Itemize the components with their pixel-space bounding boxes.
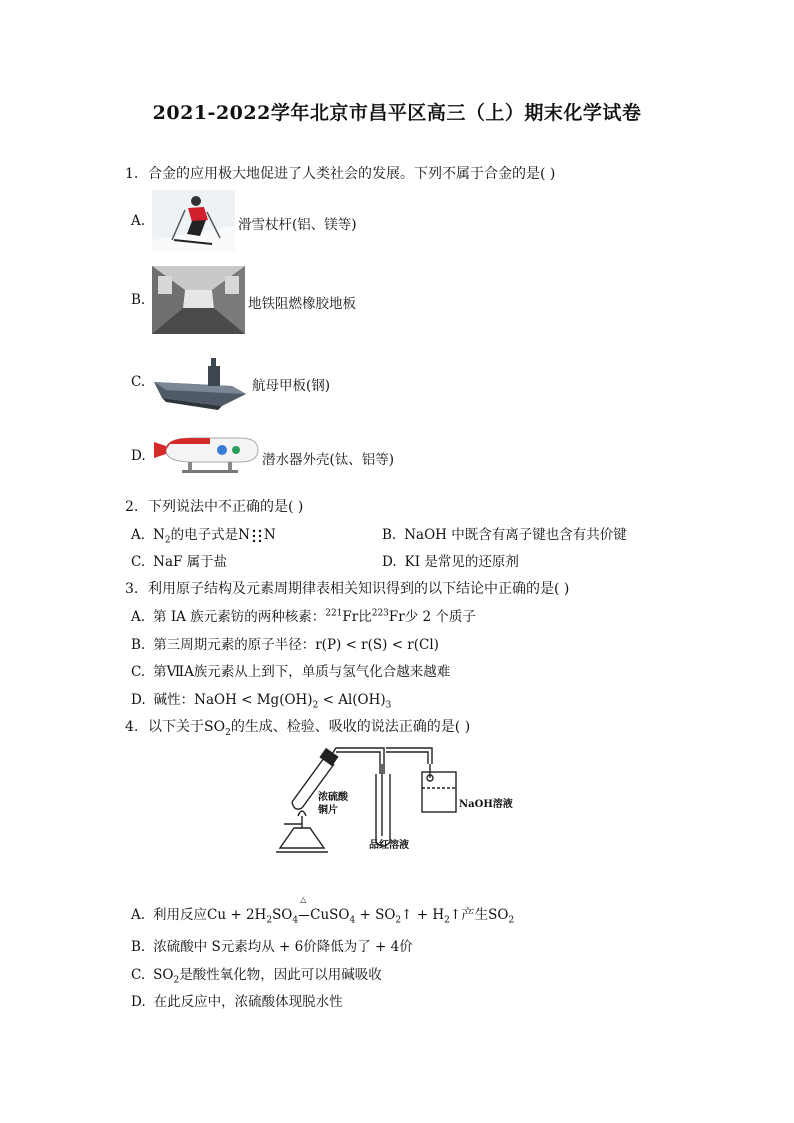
q1-option-d-text: 潜水器外壳(钛、铝等) — [262, 452, 395, 468]
q3-option-a — [131, 605, 476, 625]
option-label: D. — [131, 692, 146, 708]
aircraft-carrier-image — [152, 352, 248, 414]
label-copper-sheet: 铜片 — [318, 805, 338, 816]
option-text: ↑ + H — [401, 907, 445, 923]
subscript: 3 — [385, 700, 392, 711]
subway-interior-image — [152, 266, 245, 334]
q1-option-d-label: D. — [131, 448, 146, 464]
option-text: < Al(OH) — [318, 692, 386, 708]
subscript: 2 — [395, 915, 402, 926]
heating-condition-sign — [299, 895, 309, 923]
q3-option-d — [131, 688, 391, 711]
option-text: 的电子式是 — [170, 527, 239, 543]
label-magenta-solution: 品红溶液 — [369, 840, 409, 851]
q3-option-b — [131, 633, 439, 653]
question-stem: 下列说法中不正确的是( ) — [148, 499, 304, 515]
q2-option-b — [382, 523, 627, 543]
submersible-image — [152, 430, 260, 476]
option-text: 在此反应中，浓硫酸体现脱水性 — [153, 994, 343, 1010]
q1-option-c-text: 航母甲板(钢) — [252, 378, 331, 394]
option-text: NaOH 中既含有离子键也含有共价键 — [404, 527, 627, 543]
skier-image — [152, 190, 235, 252]
question-stem: 利用原子结构及元素周期律表相关知识得到的以下结论中正确的是( ) — [148, 581, 570, 597]
element-symbol: Fr — [342, 609, 359, 625]
subscript: 2 — [225, 727, 231, 738]
subscript: 2 — [266, 915, 273, 926]
question-4 — [125, 716, 470, 738]
electron-formula-atom: N — [263, 527, 276, 543]
option-text: CuSO — [310, 907, 350, 923]
question-number: 2. — [125, 499, 139, 515]
subscript: 2 — [508, 915, 515, 926]
option-label: C. — [131, 554, 146, 570]
question-stem: 的生成、检验、吸收的说法正确的是( ) — [230, 719, 471, 735]
q4-option-d — [131, 990, 343, 1010]
question-2 — [125, 496, 303, 516]
option-label: B. — [131, 939, 146, 955]
option-label: D. — [131, 994, 146, 1010]
option-text: 利用反应Cu + 2H — [153, 907, 267, 923]
option-text: 碱性：NaOH < Mg(OH) — [153, 692, 313, 708]
label-naoh-solution: NaOH溶液 — [459, 799, 513, 810]
subscript: 2 — [173, 975, 180, 986]
apparatus-drawing — [272, 744, 522, 866]
q1-option-a-text: 滑雪杖杆(铝、镁等) — [238, 217, 357, 233]
mass-number: 223 — [371, 608, 389, 619]
option-text: 第三周期元素的原子半径：r(P) < r(S) < r(Cl) — [153, 637, 439, 653]
option-text: 浓硫酸中 S元素均从 + 6价降低为了 + 4价 — [153, 939, 413, 955]
label-concentrated-sulfuric-acid: 浓硫酸 — [318, 792, 348, 803]
page-title: 2021-2022学年北京市昌平区高三（上）期末化学试卷 — [152, 102, 642, 124]
option-text: 第 IA 族元素钫的两种核素： — [153, 609, 326, 625]
q1-option-a-label: A. — [131, 213, 146, 229]
option-label: A. — [131, 907, 146, 923]
option-text: NaF 属于盐 — [153, 554, 228, 570]
subscript: 2 — [444, 915, 450, 926]
subscript: 4 — [292, 915, 299, 926]
q1-option-c-label: C. — [131, 374, 146, 390]
option-text: SO — [272, 907, 293, 923]
option-text: + SO — [355, 907, 396, 923]
option-label: B. — [382, 527, 397, 543]
triple-bond-dots-icon — [251, 529, 263, 543]
q2-option-d — [382, 550, 519, 570]
q4-option-b — [131, 935, 413, 955]
option-text: N — [153, 527, 165, 543]
question-3 — [125, 578, 569, 598]
so2-apparatus-diagram — [272, 744, 522, 866]
q2-option-a — [131, 523, 276, 546]
option-text: SO — [153, 967, 174, 983]
element-symbol: Fr — [388, 609, 405, 625]
q1-option-b-label: B. — [131, 292, 146, 308]
q4-option-a — [131, 895, 515, 926]
question-stem: 以下关于SO — [148, 719, 226, 735]
question-1 — [125, 163, 555, 183]
option-text: ↑产生SO — [449, 907, 509, 923]
heat-symbol: △ — [300, 895, 307, 904]
subscript: 2 — [164, 535, 171, 546]
option-text: 少 2 个质子 — [404, 609, 476, 625]
option-label: A. — [131, 609, 146, 625]
option-text: 第ⅦA族元素从上到下，单质与氢气化合越来越难 — [153, 664, 451, 680]
q3-option-c — [131, 660, 450, 680]
q1-option-b-text: 地铁阻燃橡胶地板 — [248, 296, 356, 312]
option-label: B. — [131, 637, 146, 653]
option-label: C. — [131, 664, 146, 680]
option-label: C. — [131, 967, 146, 983]
option-label: D. — [382, 554, 397, 570]
question-number: 1. — [125, 166, 139, 182]
q4-option-c — [131, 963, 382, 986]
question-number: 4. — [125, 719, 139, 735]
subscript: 2 — [312, 700, 319, 711]
q2-option-c — [131, 550, 227, 570]
option-text: 比 — [358, 609, 372, 625]
subscript: 4 — [349, 915, 356, 926]
option-text: KI 是常见的还原剂 — [404, 554, 519, 570]
option-text: 是酸性氧化物，因此可以用碱吸收 — [179, 967, 382, 983]
question-number: 3. — [125, 581, 139, 597]
question-stem: 合金的应用极大地促进了人类社会的发展。下列不属于合金的是( ) — [148, 166, 556, 182]
electron-formula-atom: N — [238, 527, 250, 543]
option-label: A. — [131, 527, 146, 543]
mass-number: 221 — [325, 608, 343, 619]
